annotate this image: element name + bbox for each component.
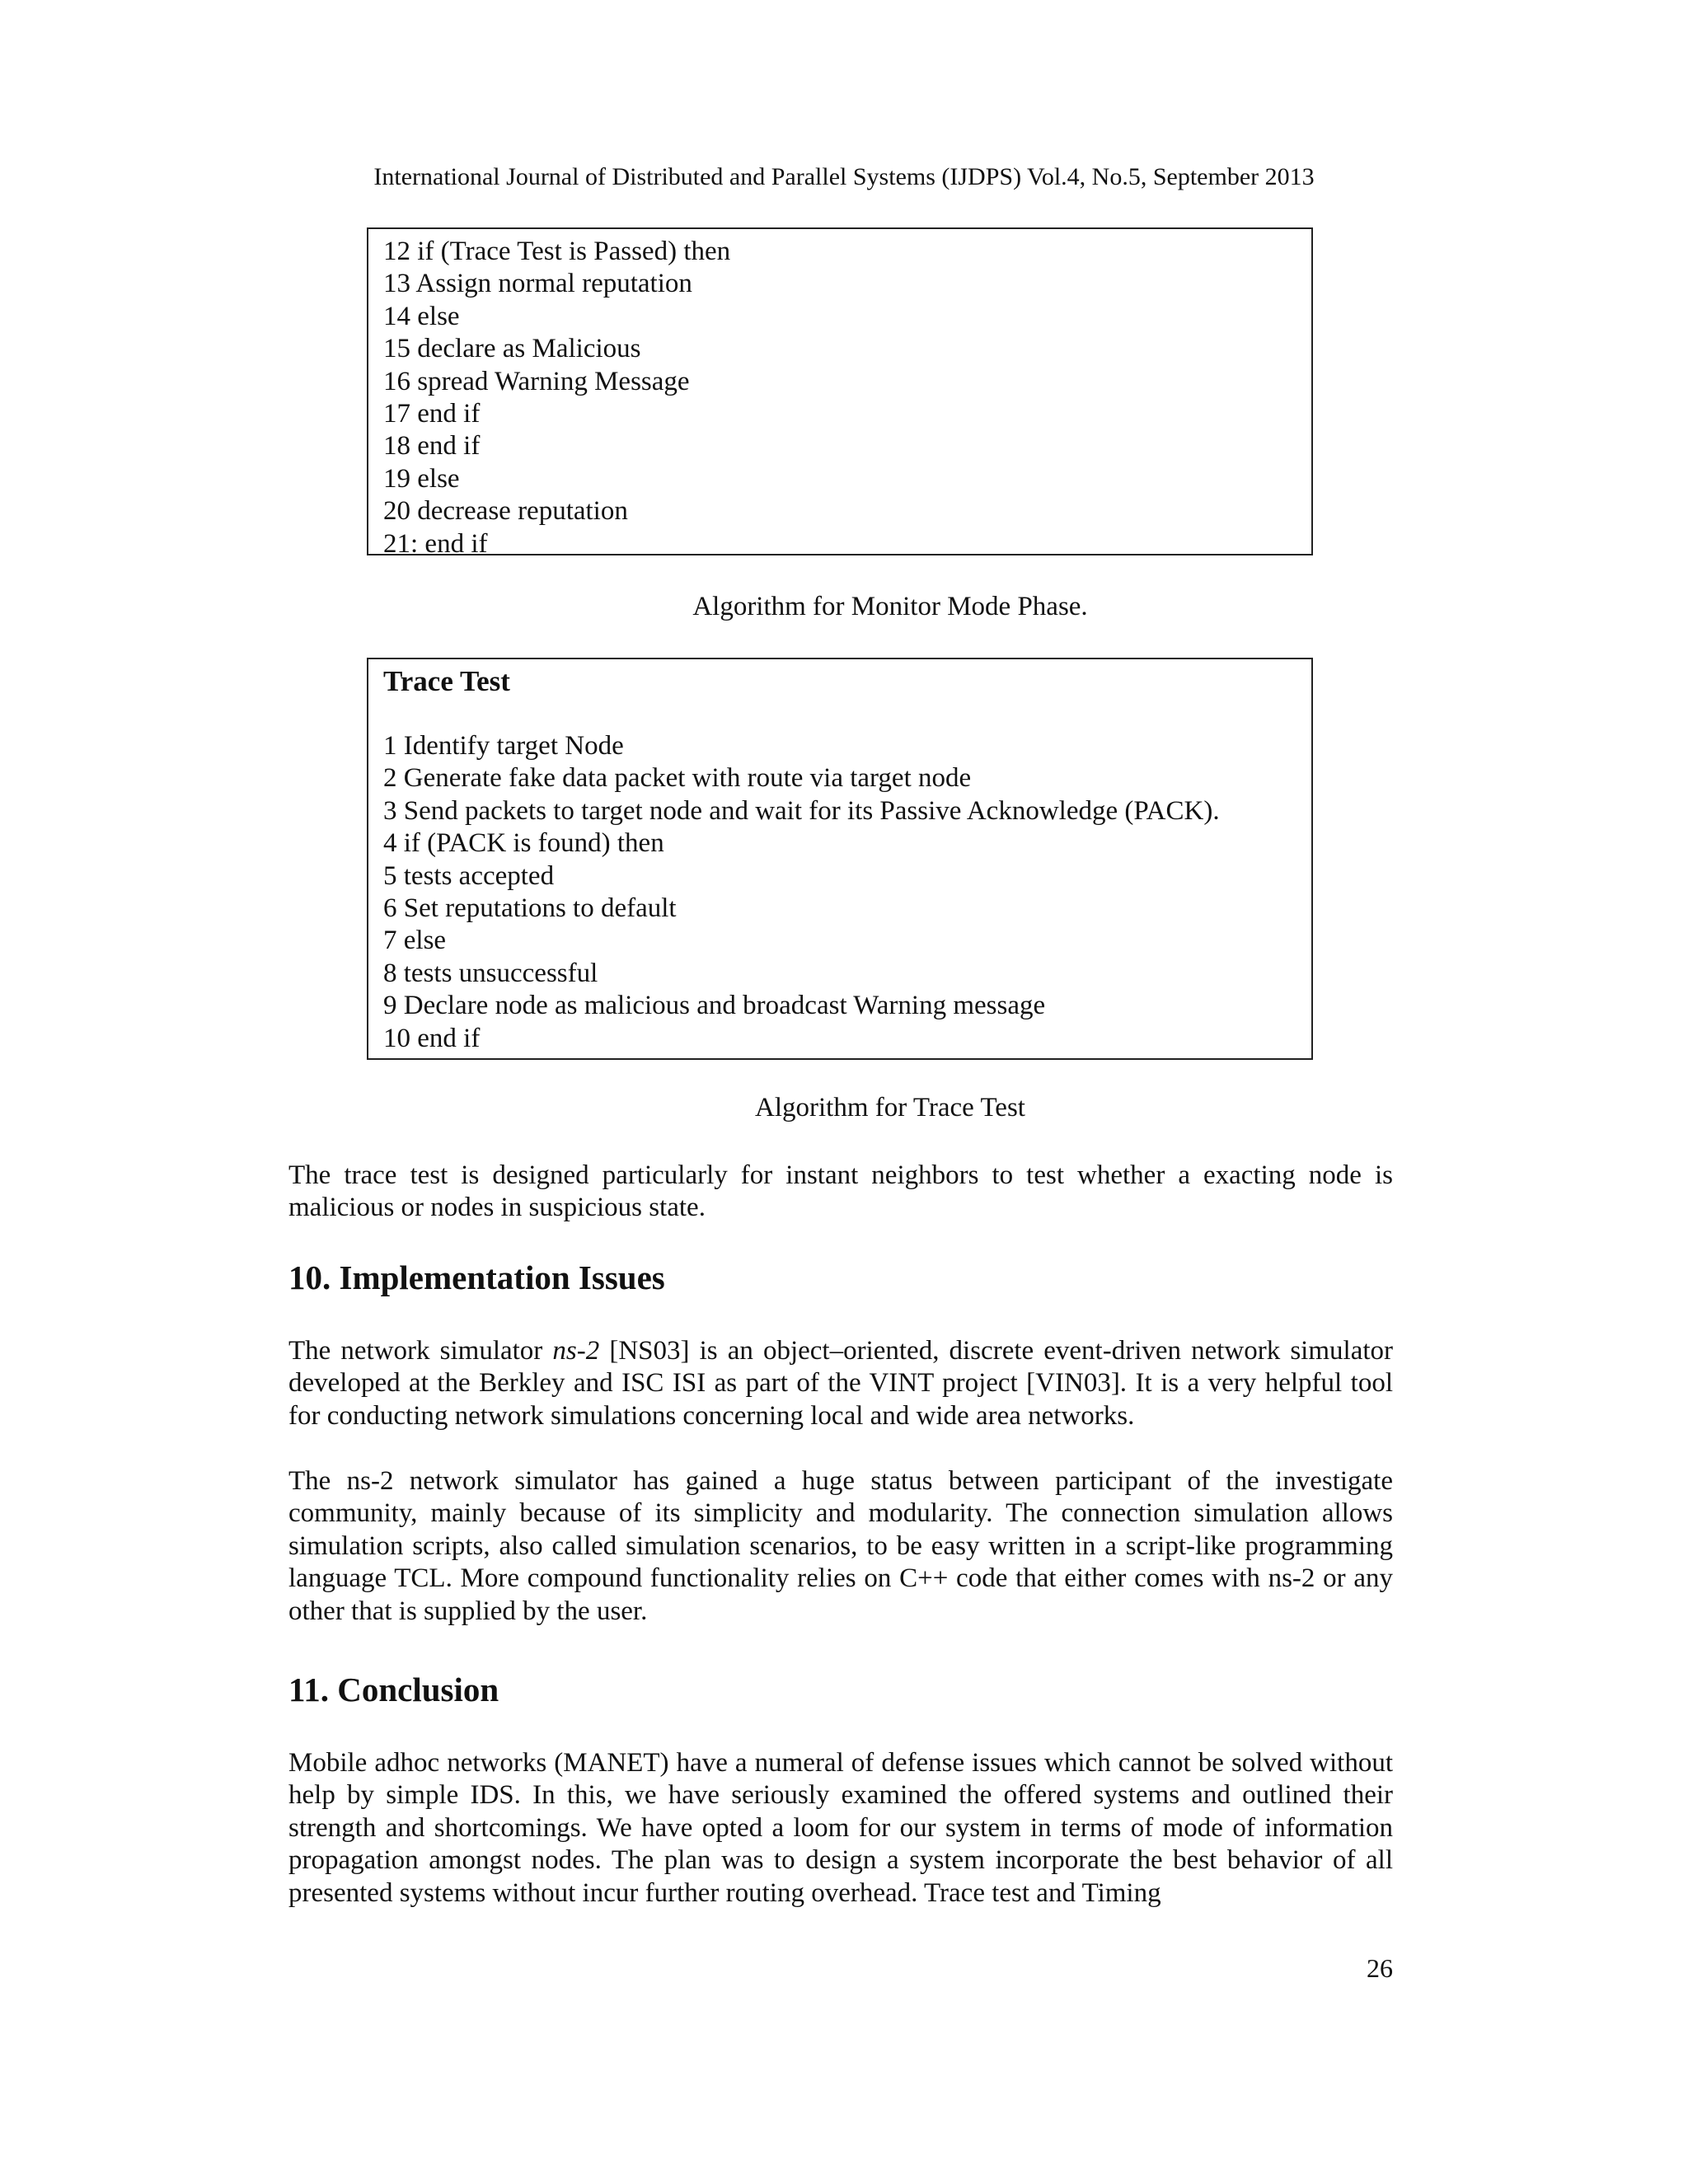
trace-test-paragraph: The trace test is designed particularly for instant neighbors to test whether a exacting node is malicious or nodes in suspicious state. (288, 1160, 1393, 1223)
algorithm-line: 8 tests unsuccessful (383, 958, 598, 988)
algorithm-line: 9 Declare node as malicious and broadcast Warning message (383, 991, 1046, 1021)
algorithm-line: 4 if (PACK is found) then (383, 828, 664, 859)
algorithm-line: 16 spread Warning Message (383, 366, 690, 396)
paragraph-text: The network simulator (288, 1336, 553, 1366)
algorithm-line: 3 Send packets to target node and wait for its Passive Acknowledge (PACK). (383, 795, 1220, 826)
algorithm-line: 14 else (383, 301, 460, 331)
algorithm-line: 13 Assign normal reputation (383, 269, 692, 299)
algorithm-line: 20 decrease reputation (383, 496, 628, 527)
algorithm-line: 5 tests accepted (383, 860, 555, 891)
algorithm-line: 7 else (383, 926, 447, 956)
algorithm-line: 17 end if (383, 399, 481, 429)
section-10-heading: 10. Implementation Issues (288, 1258, 665, 1296)
section-10-paragraph-2: The ns-2 network simulator has gained a huge status between participant of the investigate community, mainly because of its simplicity and modularity. The connection simulation allows simulation scripts, also called simulation scenarios, to be easy written in a script-like programming language TCL. More compound functionality relies on C++ code that either comes with ns-2 or any other that is supplied by the user. (288, 1466, 1393, 1626)
section-10-paragraph-1 (288, 1335, 1393, 1432)
page-number: 26 (1367, 1953, 1393, 1983)
journal-header: International Journal of Distributed and Parallel Systems (IJDPS) Vol.4, No.5, September 2013 (373, 163, 1315, 190)
section-11-paragraph-1: Mobile adhoc networks (MANET) have a numeral of defense issues which cannot be solved without help by simple IDS. In this, we have seriously examined the offered systems and outlined their strength and shortcomings. We have opted a loom for our system in terms of mode of information propagation amongst nodes. The plan was to design a system incorporate the best behavior of all presented systems without incur further routing overhead. Trace test and Timing (288, 1748, 1393, 1908)
algorithm-line: 2 Generate fake data packet with route via target node (383, 763, 972, 794)
algorithm-line: 18 end if (383, 431, 481, 462)
ns2-italic-term: ns-2 (552, 1336, 600, 1366)
trace-test-caption: Algorithm for Trace Test (755, 1093, 1025, 1122)
algorithm-line: 12 if (Trace Test is Passed) then (383, 237, 731, 266)
monitor-mode-algorithm-box (367, 227, 1313, 559)
trace-test-title: Trace Test (383, 665, 510, 697)
monitor-mode-caption: Algorithm for Monitor Mode Phase. (692, 592, 1088, 621)
algorithm-line: 6 Set reputations to default (383, 893, 677, 924)
algorithm-line: 10 end if (383, 1023, 481, 1053)
trace-test-algorithm-box (367, 658, 1313, 1060)
algorithm-line: 21: end if (383, 528, 488, 559)
paragraph-text: [NS03] is an object–oriented, discrete event-driven network simulator developed at the Berkley and ISC ISI as part of the VINT project [VIN03]. It is a very helpful tool for conducting network simulations concerning local and wide area networks. (288, 1336, 1393, 1431)
algorithm-line: 15 declare as Malicious (383, 334, 641, 364)
section-11-heading: 11. Conclusion (288, 1671, 499, 1708)
algorithm-line: 1 Identify target Node (383, 731, 624, 761)
algorithm-line: 19 else (383, 463, 460, 494)
